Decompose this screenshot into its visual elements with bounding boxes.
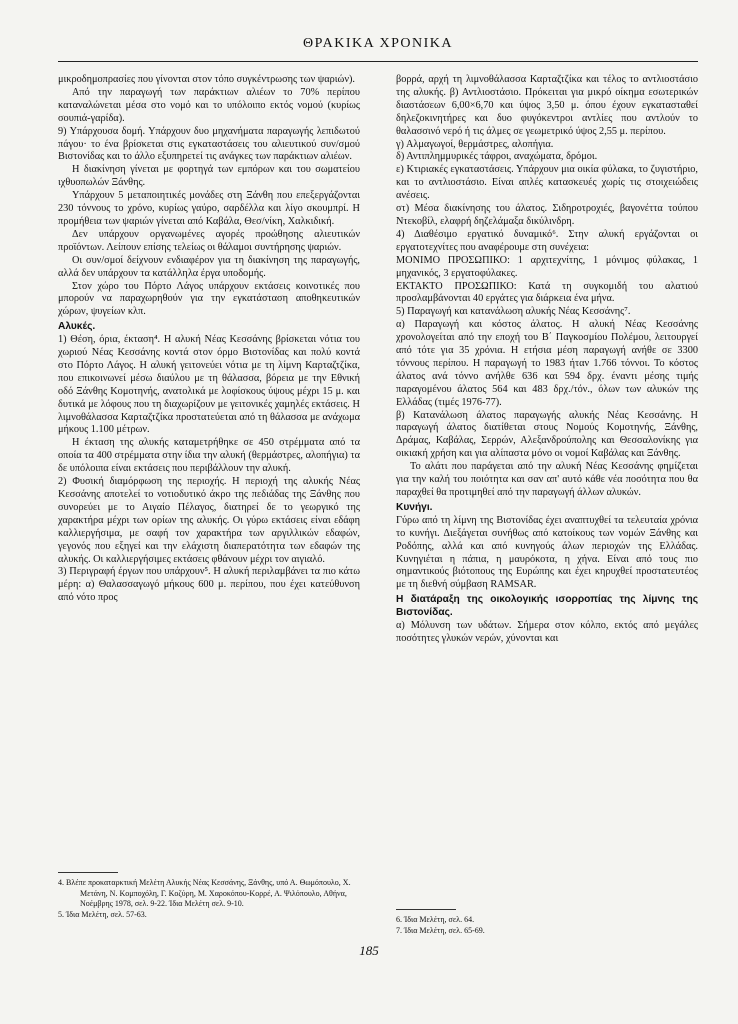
footnote-separator-left bbox=[58, 872, 118, 873]
paragraph: α) Μόλυνση των υδάτων. Σήμερα στον κόλπο, εκτός από μεγάλες ποσότητες γλυκών νερών, χύνονται και bbox=[396, 620, 698, 644]
footnote: 5. Ίδια Μελέτη, σελ. 57-63. bbox=[58, 909, 147, 919]
paragraph: Στον χώρο του Πόρτο Λάγος υπάρχουν εκτάσεις κοινοτικές που μπορούν να παραχωρηθούν για την εγκατάσταση αποθηκευτικών χώρων, ψυγείων κλπ. bbox=[58, 280, 360, 318]
paragraph: ε) Κτιριακές εγκαταστάσεις. Υπάρχουν μια οικία φύλακα, το ζυγιστήριο, και το αντλιοστάσιο. Είναι απλές κατασκευές χωρίς τις στοιχειώδεις ανέσεις. bbox=[396, 164, 698, 202]
paragraph: Η έκταση της αλυκής καταμετρήθηκε σε 450 στρέμματα από τα οποία τα 400 στρέμματα στην ίδια την αλυκή (θερμάστρες, αλοπήγια) τα δε υπόλοιπα είναι εκτάσεις που περιβάλλουν την αλυκή. bbox=[58, 437, 360, 475]
page-number: 185 bbox=[359, 943, 379, 958]
paragraph: ΜΟΝΙΜΟ ΠΡΟΣΩΠΙΚΟ: 1 αρχιτεχνίτης, 1 μόνιμος φύλακας, 1 μηχανικός, 3 εργατοφύλακες. bbox=[396, 254, 698, 279]
paragraph: 2) Φυσική διαμόρφωση της περιοχής. Η περιοχή της αλυκής Νέας Κεσσάνης αποτελεί το νοτιοδυτικό άκρο της πεδιάδας της Ξάνθης που συνορεύει με το Αιγαίο Πέλαγος, διατηρεί δε το γεωργικό της χαρακτήρα μέχρι των ορίων της αλυκής. Οι γύρω εκτάσεις είναι εδάφη καλλιεργήσιμα, με σαφή τον χαρακτήρα των αργιλλικών εδαφών, γεγονός που εξηγεί και την ελάχιστη διαπερατότητα των εδαφών της αλυκής. Οι καλλιεργήσιμες εκτάσεις φθάνουν μέχρι τον αιγιαλό. bbox=[58, 476, 360, 565]
paragraph: Γύρω από τη λίμνη της Βιστονίδας έχει αναπτυχθεί τα τελευταία χρόνια το κυνήγι. Διεξάγεται συνήθως από κατοίκους των νομών Ξάνθης και Ροδόπης, αλλά και από κυνηγούς άλων περιοχών της Ελλάδας. Κυνηγιέται η πάπια, η μαυρόκοτα, η χήνα. Είναι από τους πιο σημαντικούς βιότοπους της Ευρώπης και έχει κηρυχθεί προστατευτέος με τη διεθνή σύμβαση RAMSAR. bbox=[396, 514, 698, 591]
footnote: 4. Βλέπε προκαταρκτική Μελέτη Αλυκής Νέας Κεσσάνης, Ξάνθης, υπό Α. Θωμόπουλο, Χ. Μετάνη, Ν. Κομποχόλη, Γ. Κοζύρη, Μ. Χαροκόπου-Κορρέ, Α. Ψιλόπουλο, Αθήνα, Νοέμβρης 1978, σελ. 9-22. Ίδια Μελέτη σελ. 9-10. bbox=[58, 878, 351, 908]
paragraph: 4) Διαθέσιμο εργατικό δυναμικό⁶. Στην αλυκή εργάζονται οι εργατοτεχνίτες που αναφέρουμε στη συνέχεια: bbox=[396, 228, 698, 253]
paragraph: 5) Παραγωγή και κατανάλωση αλυκής Νέας Κεσσάνης⁷. bbox=[396, 306, 631, 318]
paragraph: μικροδημοπρασίες που γίνονται στον τόπο συγκέντρωσης των ψαριών). bbox=[58, 74, 355, 85]
paragraph: α) Παραγωγή και κόστος άλατος. Η αλυκή Νέας Κεσσάνης χρονολογείται από την εποχή του Β΄ Παγκοσμίου Πολέμου, λειτουργεί από τότε για 35 χρόνια. Η ετήσια μέση παραγωγή ανήθε σε 3300 τόννους περίπου. Η παραγωγή το 1983 ήταν 1.766 τόννοι. Το κόστος άλατος ανά τόννο ανήλθε 636 και 594 δρχ. έναντι μέσης τιμής παραγομένου άλατος 564 και 483 δρχ./τόν., όλων των αλυκών της Ελλάδας (τιμές 1976-77). bbox=[396, 319, 698, 408]
paragraph: Από την παραγωγή των παράκτιων αλιέων το 70% περίπου καταναλώνεται μέσα στο νομό και το υπόλοιπο εκτός νομού (κυρίως σουπιά-γαρίδα). bbox=[58, 86, 360, 124]
paragraph: γ) Αλμαγωγοί, θερμάστρες, αλοπήγια. bbox=[396, 138, 554, 150]
paragraph: στ) Μέσα διακίνησης του άλατος. Σιδηροτροχιές, βαγονέττα τούπου Ντεκοβίλ, ελαφρή δηζελάμαξα δικύλινδρη. bbox=[396, 203, 698, 227]
paragraph: 1) Θέση, όρια, έκταση⁴. Η αλυκή Νέας Κεσσάνης βρίσκεται νότια του χωριού Νέας Κεσσάνης κοντά στον όρμο Βιστονίδας και πολύ κοντά στο Πόρτο Λάγος. Η αλυκή γειτονεύει νότια με τη λίμνη Καρταζτζίκα, που επικοινωνεί μέσω διαύλου με τη θάλασσα, βόρεια με την Εθνική οδό Ξάνθης Κομοτηνής, ανατολικά με λοφίσκους ύψους μέχρι 15 μ. και δυτικά με λόφους που τη διαχωρίζουν με γειτονικές χαμηλές εκτάσεις. Η λιμνοθάλασσα Καρταζτζίκα προστατεύεται από τη θάλασσα με ανάχωμα μήκους 1.100 μέτρων. bbox=[58, 334, 360, 436]
paragraph: β) Κατανάλωση άλατος παραγωγής αλυκής Νέας Κεσσάνης. Η παραγωγή άλατος διατίθεται στους Νομούς Κομοτηνής, Ξάνθης, Δράμας, Καβάλας, Σερρών, Αλεξανδρούπολης και Θεσσαλονίκης για οικιακή χρήση και για αλίπαστα μόνο οι νομοί Καβάλας και Ξάνθης. bbox=[396, 409, 698, 460]
footnote-separator-right bbox=[396, 909, 456, 910]
paragraph: Το αλάτι που παράγεται από την αλυκή Νέας Κεσσάνης φημίζεται για την καλή του ποιότητα και σαν απ' αυτό κάθε νέα ποσότητα που θα παραχθεί θα προτιμηθεί από την παραγωγή άλλων αλυκών. bbox=[396, 461, 698, 498]
running-header: ΘΡΑΚΙΚΑ ΧΡΟΝΙΚΑ bbox=[303, 36, 453, 51]
section-heading: Αλυκές. bbox=[58, 321, 96, 333]
section-heading: Η διατάραξη της οικολογικής ισορροπίας της λίμνης της Βιστονίδας. bbox=[396, 594, 698, 619]
paragraph: 9) Υπάρχουσα δομή. Υπάρχουν δυο μηχανήματα παραγωγής λεπιδωτού πάγου· το ένα βρίσκεται στις εγκαταστάσεις του αλιευτικού συν/σμού Βιστονίδας και το άλλο εξυπηρετεί τις ανάγκες των παράκτιων αλιέων. bbox=[58, 125, 360, 163]
header-rule bbox=[58, 61, 698, 62]
paragraph: Οι συν/σμοί δείχνουν ενδιαφέρον για τη διακίνηση της παραγωγής, αλλά δεν υπάρχουν τα κατάλληλα έργα υποδομής. bbox=[58, 254, 360, 279]
footnote: 7. Ίδια Μελέτη, σελ. 65-69. bbox=[396, 925, 485, 935]
paragraph: 3) Περιγραφή έργων που υπάρχουν⁵. Η αλυκή περιλαμβάνει τα πιο κάτω μέρη: α) Θαλασσαγωγό μήκους 600 μ. περίπου, που έχει κατεύθυνση από νότο προς bbox=[58, 566, 360, 604]
footnotes-right bbox=[396, 915, 698, 936]
paragraph: Η διακίνηση γίνεται με φορτηγά των εμπόρων και του σωματείου ιχθυοπωλών Ξάνθης. bbox=[58, 164, 360, 189]
footnote: 6. Ίδια Μελέτη, σελ. 64. bbox=[396, 915, 475, 924]
right-column bbox=[396, 74, 698, 646]
footnotes-left bbox=[58, 878, 360, 920]
left-column bbox=[58, 74, 360, 605]
paragraph: ΕΚΤΑΚΤΟ ΠΡΟΣΩΠΙΚΟ: Κατά τη συγκομιδή του αλατιού προσλαμβάνονται 40 εργάτες για διάρκεια ένα μήνα. bbox=[396, 280, 698, 305]
section-heading: Κυνήγι. bbox=[396, 501, 433, 513]
paragraph: δ) Αντιπλημμυρικές τάφροι, αναχώματα, δρόμοι. bbox=[396, 151, 598, 163]
paragraph: Δεν υπάρχουν οργανωμένες αγορές προώθησης αλιευτικών προϊόντων. Λείπουν επίσης τελείως οι θάλαμοι συντήρησης ψαριών. bbox=[58, 228, 360, 253]
paragraph: βορρά, αρχή τη λιμνοθάλασσα Καρταζτζίκα και τέλος το αντλιοστάσιο της αλυκής. β) Αντλιοστάσιο. Πρόκειται για μικρό οίκημα εσωτερικών διαστάσεων 6,00×6,70 και ύψος 3,50 μ. όπου έχουν εγκατασταθεί δηλεζοκινητήρες και δυο φυγόκεντροι αντλίες που αντλούν το θαλασσινό νερό ή τις άλμες σε γεωμετρικό ύψος 2,55 μ. περίπου. bbox=[396, 74, 698, 137]
paragraph: Υπάρχουν 5 μεταποιητικές μονάδες στη Ξάνθη που επεξεργάζονται 230 τόννους το χρόνο, κυρίως γαύρο, σαρδέλλα και λίγο σκουμπρί. Η προμήθεια των ψαριών γίνεται από Καβάλα, Θεσ/νίκη, Χαλκιδική. bbox=[58, 190, 360, 227]
